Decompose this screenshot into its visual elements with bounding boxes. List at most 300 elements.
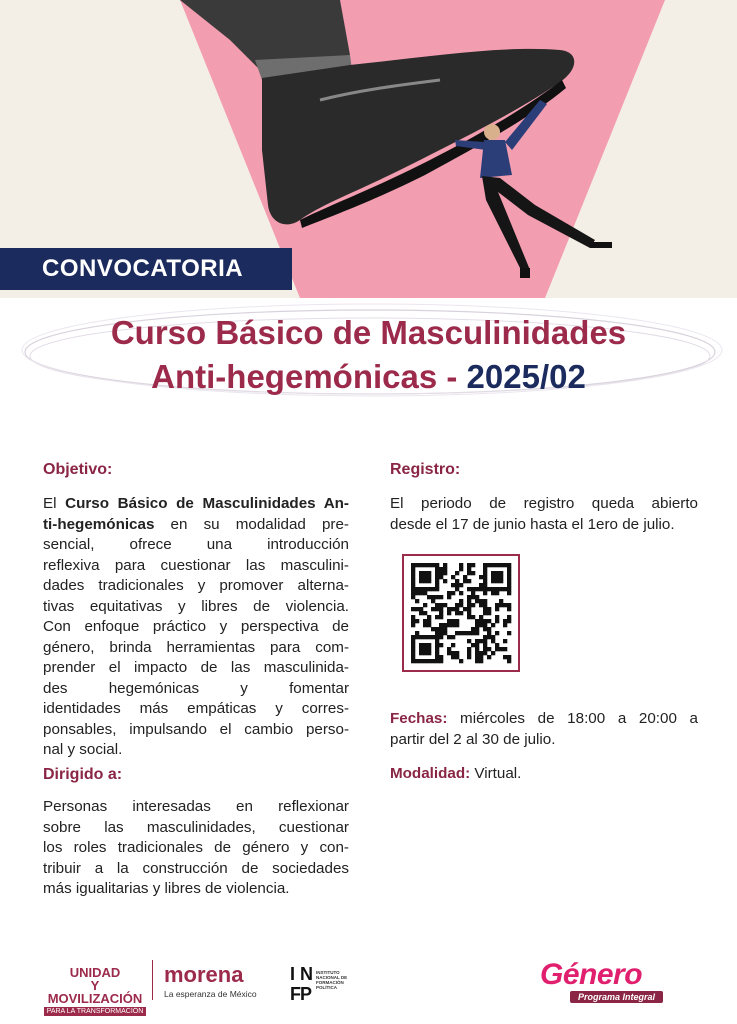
obj-l7: género, brinda herramientas para com- [43,638,349,656]
qr-module [431,627,435,631]
qr-module [491,591,495,595]
genero-name: Género [540,958,643,991]
reg-l1: desde el 17 de junio hasta el 1ero de julio. [390,515,675,533]
qr-module [447,611,451,615]
convocatoria-badge: CONVOCATORIA [0,248,292,290]
modalidad-label: Modalidad: [390,765,471,782]
qr-module [447,619,451,623]
qr-module [431,563,435,567]
page-title-line2 [0,358,737,396]
footer-logos [0,950,737,1015]
title-block [0,300,737,430]
qr-module [471,595,475,599]
qr-module [455,631,459,635]
qr-module [415,619,419,623]
qr-module [411,623,415,627]
qr-module [411,651,415,655]
qr-module [483,599,487,603]
qr-module [415,607,419,611]
fechas-line1: miércoles de 18:00 a 20:00 a [447,710,698,727]
obj-l0a: El [43,495,66,512]
qr-module [475,627,479,631]
qr-module [447,595,451,599]
inp-letter-n: N [300,964,313,984]
qr-module [459,659,463,663]
qr-module [451,619,455,623]
qr-module [499,575,503,579]
qr-module [459,631,463,635]
qr-module [479,623,483,627]
qr-module [507,587,511,591]
qr-module [507,619,511,623]
qr-module [479,575,483,579]
qr-module [507,571,511,575]
qr-module [475,659,479,663]
qr-module [411,595,415,599]
title-year: 2025/02 [466,358,586,395]
qr-module [439,631,443,635]
qr-module [475,651,479,655]
qr-module [415,631,419,635]
qr-module [419,651,423,655]
qr-module [503,587,507,591]
qr-module [483,651,487,655]
qr-module [451,583,455,587]
qr-module [419,659,423,663]
qr-module [451,575,455,579]
qr-module [463,607,467,611]
qr-module [411,583,415,587]
qr-module [495,575,499,579]
qr-module [423,647,427,651]
dir-l0: Personas interesadas en reflexionar [43,798,349,815]
qr-module [487,635,491,639]
obj-l9: des hegemónicas y fomentar [43,679,349,697]
qr-module [459,591,463,595]
qr-module [487,607,491,611]
qr-module [451,635,455,639]
qr-module [507,579,511,583]
qr-module [423,635,427,639]
qr-module [495,615,499,619]
qr-module [455,619,459,623]
qr-module [463,579,467,583]
qr-module [463,575,467,579]
qr-module [507,575,511,579]
qr-module [451,623,455,627]
qr-module [467,595,471,599]
qr-module [443,571,447,575]
qr-module [419,575,423,579]
qr-module [423,587,427,591]
obj-l2: sencial, ofrece una introducción [43,536,349,553]
qr-module [483,635,487,639]
qr-module [443,579,447,583]
qr-module [427,647,431,651]
qr-module [435,563,439,567]
qr-module [411,635,415,639]
qr-module [439,575,443,579]
qr-module [503,655,507,659]
qr-module [423,659,427,663]
qr-module [467,611,471,615]
qr-module [435,627,439,631]
qr-module [431,607,435,611]
qr-module [427,563,431,567]
qr-module [479,619,483,623]
qr-module [423,643,427,647]
qr-module [495,563,499,567]
qr-module [443,623,447,627]
qr-module [411,587,415,591]
qr-module [495,579,499,583]
qr-module [439,659,443,663]
qr-module [447,635,451,639]
qr-module [431,659,435,663]
qr-module [435,651,439,655]
qr-module [479,599,483,603]
objetivo-body [43,494,349,761]
qr-module [443,627,447,631]
qr-module [419,647,423,651]
qr-module [435,639,439,643]
qr-module [411,567,415,571]
qr-module [415,591,419,595]
qr-module [423,579,427,583]
qr-module [427,619,431,623]
qr-module [475,623,479,627]
qr-module [419,635,423,639]
qr-module [467,567,471,571]
obj-l3: reflexiva para cuestionar las masculini- [43,556,349,574]
qr-module [483,643,487,647]
qr-module [427,651,431,655]
qr-module [439,595,443,599]
qr-module [475,631,479,635]
qr-module [499,587,503,591]
qr-module [415,563,419,567]
um-line3: PARA LA TRANSFORMACIÓN [44,1007,146,1016]
qr-code-icon [404,556,518,670]
qr-module [455,607,459,611]
qr-module [427,579,431,583]
qr-module [495,571,499,575]
qr-module [439,603,443,607]
obj-l11: ponsables, impulsando el cambio perso- [43,720,349,738]
qr-module [491,563,495,567]
qr-module [419,591,423,595]
qr-module [475,587,479,591]
qr-module [475,655,479,659]
qr-module [439,635,443,639]
obj-l1a: ti-hegemónicas [43,515,155,533]
dir-l4: más igualitarias y libres de violencia. [43,880,290,897]
qr-module [487,563,491,567]
qr-module [487,647,491,651]
qr-module [455,623,459,627]
qr-module [471,591,475,595]
inp-text: INSTITUTO NACIONAL DE FORMACIÓN POLÍTICA [316,970,348,990]
qr-module [467,599,471,603]
qr-module [483,647,487,651]
qr-module [467,615,471,619]
qr-module [507,659,511,663]
qr-module [459,599,463,603]
qr-module [435,603,439,607]
genero-logo [540,958,700,1008]
qr-module [427,643,431,647]
qr-module [427,623,431,627]
qr-module [507,603,511,607]
qr-module [507,591,511,595]
qr-module [435,587,439,591]
qr-module [471,563,475,567]
qr-module [419,587,423,591]
qr-module [495,587,499,591]
qr-module [419,571,423,575]
page-title-line1: Curso Básico de Masculinidades [110,314,627,351]
qr-module [503,623,507,627]
qr-module [491,639,495,643]
qr-module [503,619,507,623]
qr-module [411,607,415,611]
qr-module [507,655,511,659]
qr-module [455,651,459,655]
qr-module [411,571,415,575]
qr-module [483,603,487,607]
obj-l8: prender el impacto de las masculinida- [43,659,349,676]
qr-module [499,571,503,575]
qr-module [423,623,427,627]
qr-module [487,631,491,635]
um-line1: UNIDAD [69,965,121,980]
qr-module [467,651,471,655]
qr-module [491,571,495,575]
qr-module [491,623,495,627]
qr-module [411,615,415,619]
dir-l3: tribuir a la construcción de sociedades [43,859,349,877]
qr-module [447,647,451,651]
qr-module [443,631,447,635]
qr-module [439,567,443,571]
qr-module [455,583,459,587]
registration-qr-code[interactable] [402,554,520,672]
inp-letter-p: P [300,984,313,1004]
qr-module [455,611,459,615]
qr-module [495,619,499,623]
qr-module [475,595,479,599]
qr-module [507,583,511,587]
morena-name: morena [164,962,244,987]
qr-module [507,567,511,571]
qr-module [483,575,487,579]
qr-module [471,643,475,647]
qr-module [411,591,415,595]
morena-logo [164,964,257,999]
qr-module [411,655,415,659]
qr-module [435,635,439,639]
qr-module [467,571,471,575]
qr-module [491,575,495,579]
fechas-label: Fechas: [390,710,448,727]
qr-module [467,647,471,651]
qr-module [507,563,511,567]
qr-module [467,639,471,643]
qr-module [475,643,479,647]
qr-module [483,627,487,631]
qr-module [479,639,483,643]
qr-module [475,599,479,603]
qr-module [479,655,483,659]
qr-module [475,647,479,651]
qr-module [451,591,455,595]
qr-module [467,607,471,611]
qr-module [411,639,415,643]
qr-module [487,587,491,591]
qr-module [479,659,483,663]
qr-module [467,631,471,635]
qr-module [423,591,427,595]
unidad-movilizacion-logo [44,966,146,1016]
inp-letter-i: I [290,964,296,984]
qr-module [423,563,427,567]
qr-module [483,563,487,567]
fechas-block [390,709,698,750]
qr-module [491,635,495,639]
qr-module [415,599,419,603]
qr-module [483,579,487,583]
inp-letter-f: F [290,984,301,1004]
obj-l6: Con enfoque práctico y perspectiva de [43,618,349,635]
qr-module [435,571,439,575]
qr-module [487,611,491,615]
qr-module [411,619,415,623]
modalidad-block [390,764,698,785]
qr-module [435,567,439,571]
qr-module [447,623,451,627]
qr-module [427,571,431,575]
qr-module [467,587,471,591]
registro-heading: Registro: [390,461,461,478]
qr-module [439,611,443,615]
dir-l2: los roles tradicionales de género y con- [43,839,349,856]
qr-module [507,615,511,619]
objetivo-heading: Objetivo: [43,461,113,478]
qr-module [475,619,479,623]
qr-module [423,571,427,575]
qr-module [499,563,503,567]
qr-module [495,647,499,651]
qr-module [459,563,463,567]
qr-module [503,603,507,607]
qr-module [411,647,415,651]
qr-module [483,623,487,627]
qr-module [443,563,447,567]
qr-module [479,587,483,591]
qr-module [491,579,495,583]
qr-module [427,595,431,599]
qr-module [483,607,487,611]
qr-module [431,599,435,603]
hero-image [0,0,737,298]
qr-module [411,643,415,647]
qr-module [419,579,423,583]
qr-module [439,615,443,619]
qr-module [451,651,455,655]
qr-module [459,611,463,615]
qr-module [447,607,451,611]
qr-module [415,635,419,639]
obj-l0b: Curso Básico de Masculinidades An- [65,495,349,512]
qr-module [431,595,435,599]
qr-module [439,607,443,611]
qr-module [411,579,415,583]
qr-module [455,655,459,659]
qr-module [435,579,439,583]
qr-module [463,631,467,635]
qr-module [423,611,427,615]
obj-l10: identidades más empáticas y corres- [43,700,349,717]
qr-module [483,591,487,595]
qr-module [419,563,423,567]
qr-module [471,615,475,619]
qr-module [491,587,495,591]
qr-module [499,579,503,583]
qr-module [439,627,443,631]
qr-module [471,571,475,575]
qr-module [495,643,499,647]
um-line2: Y MOVILIZACIÓN [47,978,143,1006]
qr-module [483,571,487,575]
qr-module [499,599,503,603]
qr-module [467,603,471,607]
qr-module [471,587,475,591]
qr-module [455,603,459,607]
qr-module [435,647,439,651]
qr-module [479,615,483,619]
qr-module [443,603,447,607]
qr-module [435,655,439,659]
qr-module [479,603,483,607]
registro-body [390,494,698,535]
qr-module [455,571,459,575]
qr-module [411,563,415,567]
qr-module [431,587,435,591]
qr-module [419,643,423,647]
qr-module [435,607,439,611]
qr-module [483,611,487,615]
dirigido-heading: Dirigido a: [43,766,123,783]
qr-module [443,567,447,571]
qr-module [467,655,471,659]
qr-module [483,639,487,643]
qr-module [483,567,487,571]
qr-module [459,583,463,587]
qr-module [435,595,439,599]
qr-module [423,603,427,607]
qr-module [439,571,443,575]
qr-module [423,619,427,623]
qr-module [423,575,427,579]
qr-module [419,611,423,615]
qr-module [411,659,415,663]
qr-module [435,615,439,619]
qr-module [415,587,419,591]
qr-module [427,659,431,663]
title-text: Anti-hegemónicas - [151,358,467,395]
qr-module [427,575,431,579]
dir-l1: sobre las masculinidades, cuestionar [43,818,349,836]
